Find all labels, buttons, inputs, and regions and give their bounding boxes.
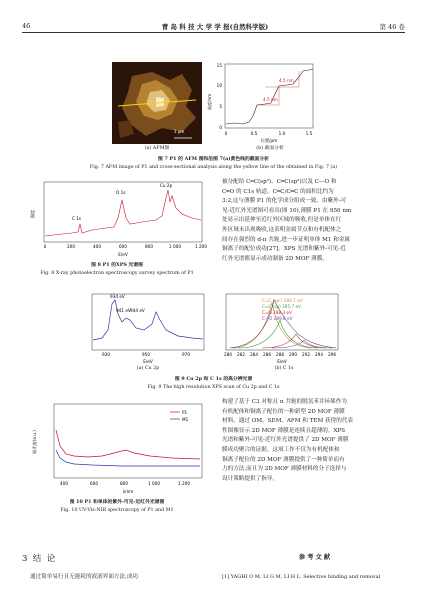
fig7b-xtick: 0 [224, 131, 228, 136]
fig7b-xtick: 1.0 [278, 131, 286, 136]
fig8-peak-c1s: C 1s [72, 216, 82, 221]
fig9b-xtick: 280 [224, 352, 232, 357]
journal-title: 青 岛 科 技 大 学 学 报(自然科学版) [161, 23, 269, 31]
text-line: 见-近红外光谱图可看出(图 10),薄膜 P1 在 950 nm [222, 207, 352, 214]
fig8-chart [22, 178, 212, 260]
fig9b-legend-item: C=O 288.3 eV [262, 310, 292, 315]
text-line: 铜离子配位的 2D MOF 薄膜提供了一种简单而有 [222, 456, 345, 463]
fig9b-xtick: 286 [263, 352, 271, 357]
text-line: 力的方法,而且为 2D MOF 薄膜材料的分子选择与 [222, 466, 347, 473]
fig9b-xtick: 292 [302, 352, 310, 357]
fig9b-legend-item: C=C (sp) 285.7 eV [262, 304, 301, 309]
fig8-xtick: 1 200 [195, 244, 207, 249]
fig10-caption-cn: 图 10 P1 和单体的紫外-可见-近红外光谱图 [69, 499, 165, 505]
fig9a-xtick: 970 [182, 352, 190, 357]
text-line: C═O 的 C1s 轨道。C═C/C═C 的面积比约为 [222, 188, 334, 195]
fig9a-peak-934: 934 eV [110, 294, 125, 299]
references-title: 参 考 文 献 [298, 554, 331, 561]
text-line: 光谱和紫外-可见-近红外光谱提供了 2D MOF 薄膜 [222, 437, 349, 444]
fig8-xtick: 1 000 [169, 244, 181, 249]
text-line: 间存在强烈的 d-π 共轭,进一步证明单体 M1 和金属 [222, 236, 351, 243]
fig7b-annotation-2: 4.5 nm [279, 78, 294, 83]
fig10-xtick: 600 [90, 481, 98, 486]
fig9-caption-cn: 图 9 Cu 2p 和 C 1s 的高分辨光谱 [174, 376, 253, 382]
fig8-xtick: 200 [67, 244, 75, 249]
text-line: 膜成功聚合的证据。这项工作不仅为有机配体和 [222, 446, 340, 453]
fig9a-peak-941: 941 eV [116, 308, 131, 313]
fig7b-yticks [217, 63, 223, 130]
fig8-caption-cn: 图 8 P1 的XPS 光谱图 [91, 262, 143, 268]
fig9a-peak-944: 944 eV [130, 308, 145, 313]
fig7b-ytick: 0 [219, 125, 222, 130]
fig9b-xtick: 290 [289, 352, 297, 357]
fig9b-xtick: 282 [237, 352, 245, 357]
text-line: 外区域未出现吸收,这表明金属节点和有机配体之 [222, 226, 342, 233]
fig8-xtick: 400 [93, 244, 101, 249]
fig9a-xtick: 950 [142, 352, 150, 357]
fig10-caption-en: Fig. 10 UV-Vis-NIR spectroscopy of P1 and M1 [60, 508, 174, 513]
text-line: 红外光谱都显示成功制备 2D MOF 薄膜。 [222, 255, 328, 262]
fig10-xtick: 400 [60, 481, 68, 486]
reference-1: [1] YAGHI O M, LI G M, LI H L. Selective binding and removal [222, 574, 381, 580]
fig10-legend-m1: M1 [182, 417, 189, 422]
fig9b-xtick: 294 [315, 352, 323, 357]
fig8-xtick: 800 [145, 244, 153, 249]
fig7b-chart [205, 58, 320, 150]
fig8-peak-cu2p: Cu 2p [160, 183, 173, 188]
fig10-ylabel: 吸光度(a.u.) [32, 430, 37, 454]
fig10-xticks [60, 481, 190, 486]
fig7b-xticks [225, 131, 313, 136]
fig8-peak-o1s: O 1s [116, 190, 126, 195]
scale-bar-label: 1 μm [174, 129, 185, 134]
text-line: 处显示出延伸至近红外区域的吸收,但是单体在红 [222, 217, 342, 224]
fig8-xtick: 600 [119, 244, 127, 249]
left-column-line1: 通过简单易行且无能耗的液液界面方法,成功 [30, 574, 139, 580]
fig7b-ytick: 10 [216, 83, 222, 88]
afm-image [112, 62, 202, 144]
fig7b-annotation-1: 4.5 nm [263, 97, 278, 102]
fig9a-chart [82, 290, 210, 366]
text-line: 铜离子的配位成功[27]。XPS 光谱和紫外-可见-近 [222, 246, 346, 253]
fig9b-legend-item: C—O 289.8 eV [262, 316, 293, 321]
fig10-xtick: 800 [120, 481, 128, 486]
fig7b-label: (b) 截面分析 [256, 146, 284, 151]
fig8-caption-en: Fig. 8 X-ray photoelectron spectroscopy survey spectrum of P1 [40, 271, 194, 276]
fig8-xticks [44, 244, 208, 249]
fig9a-xticks [102, 352, 190, 357]
fig9b-xtick: 284 [250, 352, 258, 357]
fig10-series-p1 [56, 430, 200, 459]
text-line: 构建了基于 C3 对称且 π 共轭的脱氢苯并环烯作为 [222, 399, 347, 405]
fig10-legend [170, 410, 189, 422]
fig9a-xtick: 930 [102, 352, 110, 357]
fig7-caption-cn: 图 7 P1 的 AFM 图和沿图 7(a)黄色线的截面分析 [158, 156, 269, 162]
fig7b-ylabel: 高度/nm [207, 93, 212, 111]
fig10-xtick: 1 200 [178, 481, 190, 486]
fig8-spectrum [45, 190, 201, 236]
fig7a-label: (a) AFM图 [144, 146, 170, 151]
fig9b-legend [262, 298, 303, 321]
page-number: 46 [22, 22, 31, 30]
fig9a-xlabel: E/eV [143, 359, 153, 364]
text-line: 被分配给 C═C(sp²)、C═C(sp²)以及 C—O 和 [222, 179, 337, 185]
volume-label: 第 46 卷 [379, 23, 405, 31]
fig9b-legend-item: C=C (sp²) 284.7 eV [262, 298, 303, 303]
right-column-para1 [222, 178, 407, 264]
fig9b-label: (b) C 1s [274, 366, 294, 371]
fig7b-xtick: 0.5 [250, 131, 258, 136]
fig8-xtick: 0 [43, 244, 47, 249]
text-line: 设计策略提供了指导。 [222, 475, 278, 482]
fig10-xlabel: λ/nm [122, 489, 134, 494]
fig8-xlabel: E/eV [118, 252, 128, 257]
fig9b-xtick: 296 [328, 352, 336, 357]
header-rule [22, 32, 405, 33]
text-line: 3:2,这与薄膜 P1 的化学成分组成一致。由紫外-可 [222, 198, 347, 205]
fig9-caption-en: Fig. 9 The high resolution XPS scan of Cu 2p and C 1s [147, 385, 280, 390]
text-line: 性图像显示 2D MOF 薄膜是连续且超薄的。XPS [222, 427, 346, 434]
fig9b-xtick: 288 [276, 352, 284, 357]
text-line: 材料。通过 OM、SEM、AFM 和 TEM 获得的代表 [222, 418, 353, 425]
fig7-caption-en: Fig. 7 AFM image of P1 and cross-sectional analysis along the yellow line of the obtained in Fig. 7 (a) [89, 165, 338, 170]
text-line: 有机配体和铜离子配位的一种新型 2D MOF 薄膜 [222, 408, 345, 415]
fig7b-ytick: 5 [219, 104, 222, 109]
fig7b-xlabel: 位置/μm [260, 138, 278, 143]
section-title: 3 结 论 [22, 554, 56, 564]
fig10-xtick: 1 000 [148, 481, 160, 486]
fig9b-chart [222, 290, 342, 366]
fig9a-spectrum [93, 300, 203, 340]
fig9b-xlabel: E/eV [277, 359, 287, 364]
fig10-chart [22, 396, 212, 498]
fig7b-xtick: 1.5 [305, 131, 313, 136]
fig8-ylabel: 强度 [30, 209, 35, 219]
fig9b-xticks [224, 352, 336, 357]
right-column-para2 [222, 398, 407, 484]
fig7b-ytick: 15 [216, 63, 222, 68]
fig9a-label: (a) Cu 2p [136, 366, 160, 371]
fig10-legend-p1: P1 [182, 410, 188, 415]
